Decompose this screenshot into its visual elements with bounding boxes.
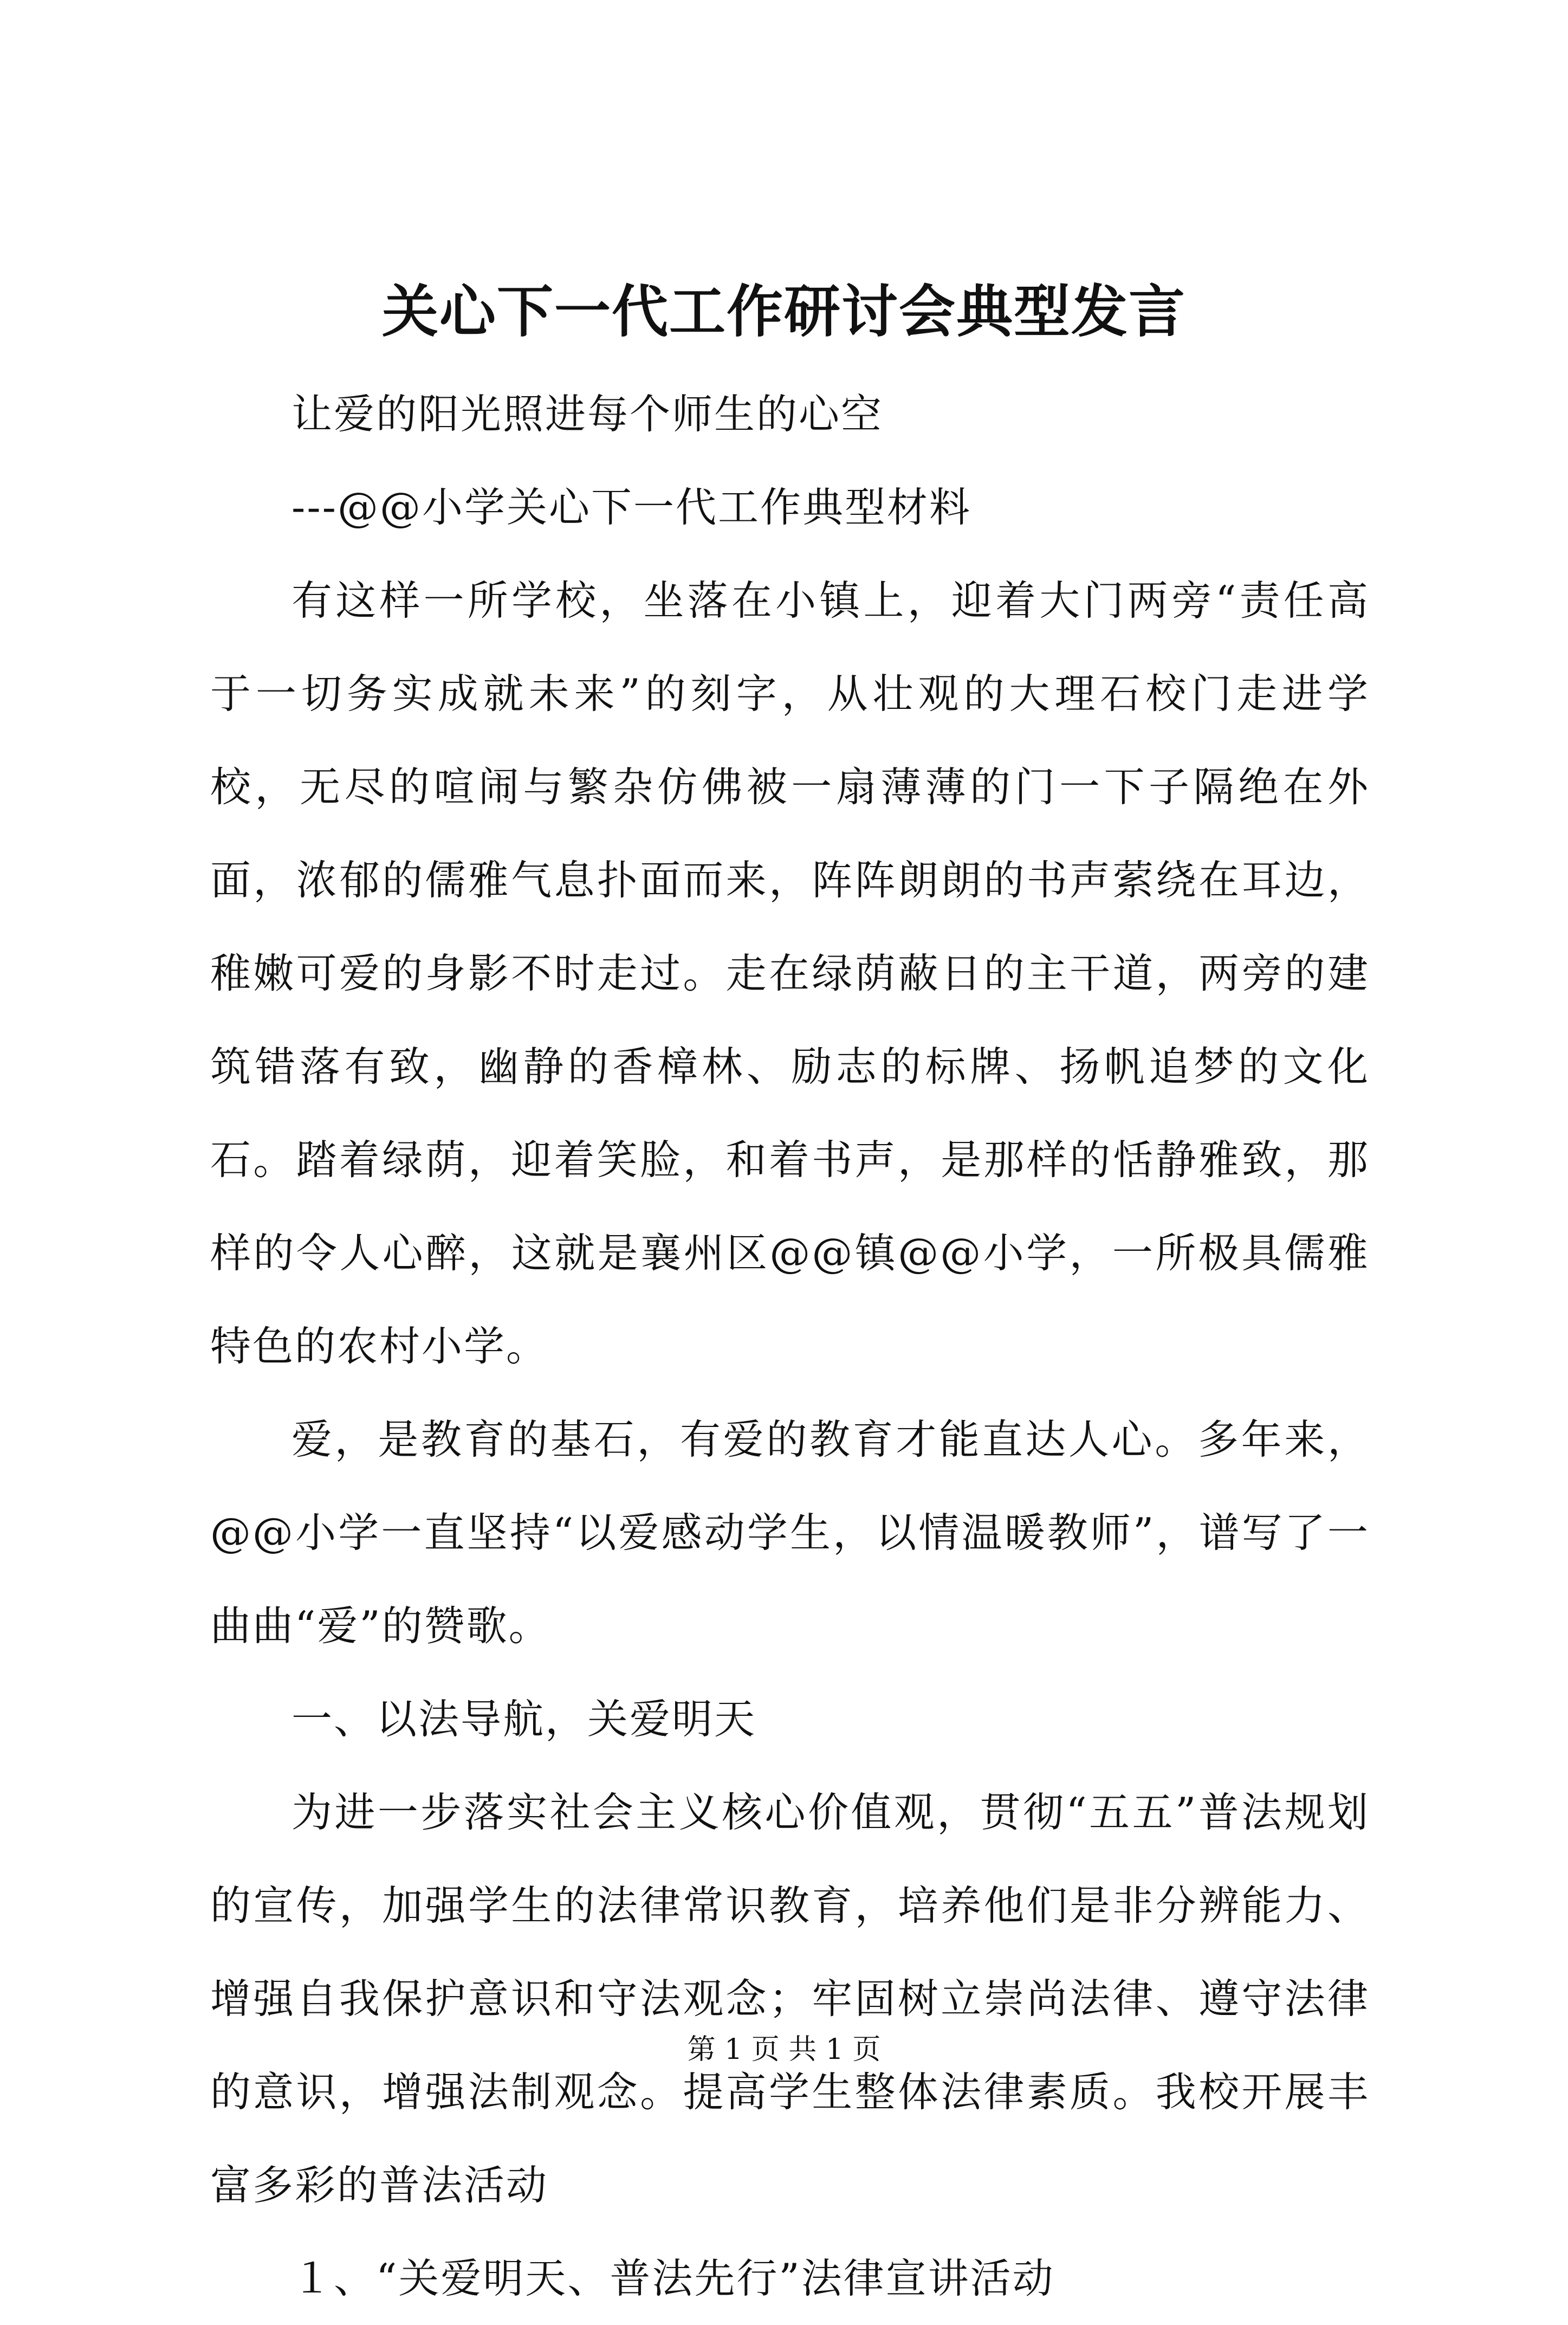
love-paragraph: 爱，是教育的基石，有爱的教育才能直达人心。多年来，@@小学一直坚持“以爱感动学生，以情温暖教师”，谱写了一曲曲“爱”的赞歌。	[210, 1416, 1370, 1650]
section-heading: 一、以法导航，关爱明天	[291, 1695, 757, 1743]
document-title: 关心下一代工作研讨会典型发言	[381, 278, 1186, 345]
activity-item: １、“关爱明天、普法先行”法律宣讲活动	[291, 2255, 1055, 2302]
subtitle-paragraph: 让爱的阳光照进每个师生的心空	[291, 390, 884, 438]
page-footer: 第 1 页 共 1 页	[687, 2033, 881, 2066]
intro-paragraph: 有这样一所学校，坐落在小镇上，迎着大门两旁“责任高于一切务实成就未来”的刻字，从壮观的大理石校门走进学校，无尽的喧闹与繁杂仿佛被一扇薄薄的门一下子隔绝在外面，浓郁的儒雅气息扑面而来，阵阵朗朗的书声萦绕在耳边，稚嫩可爱的身影不时走过。走在绿荫蔽日的主干道，两旁的建筑错落有致，幽静的香樟林、励志的标牌、扬帆追梦的文化石。踏着绿荫，迎着笑脸，和着书声，是那样的恬静雅致，那样的令人心醉，这就是襄州区@@镇@@小学，一所极具儒雅特色的农村小学。	[210, 577, 1370, 1370]
law-paragraph: 为进一步落实社会主义核心价值观，贯彻“五五”普法规划的宣传，加强学生的法律常识教育，培养他们是非分辨能力、增强自我保护意识和守法观念；牢固树立崇尚法律、遵守法律的意识，增强法制观念。提高学生整体法律素质。我校开展丰富多彩的普法活动	[210, 1788, 1370, 2209]
source-line: ---@@小学关心下一代工作典型材料	[291, 483, 972, 531]
